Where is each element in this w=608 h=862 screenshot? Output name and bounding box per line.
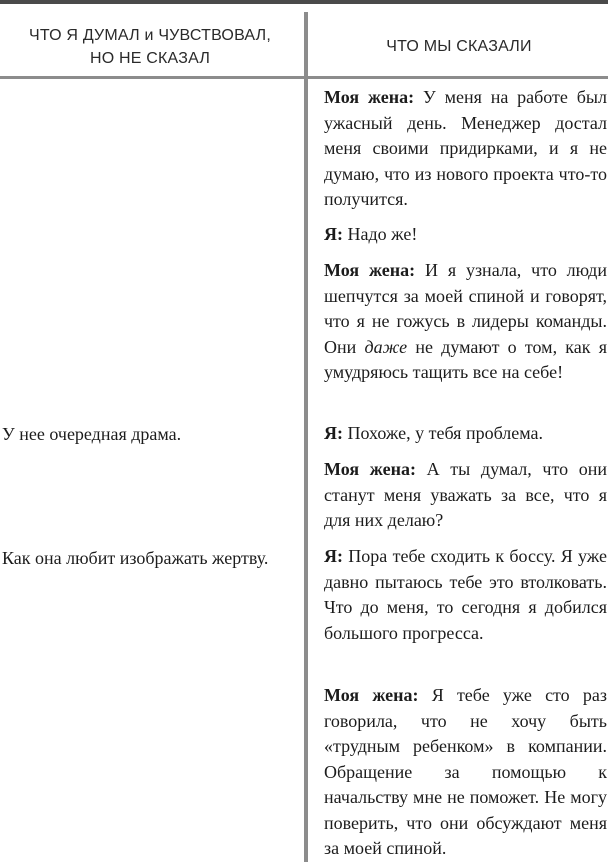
- speaker-label: Я:: [324, 224, 343, 244]
- dialogue-text: И я узнала, что люди шепчутся за моей спиной и говорят, что я не гожусь в лидеры команды. Они: [324, 260, 607, 357]
- dialogue-text: Я тебе уже сто раз говорила, что не хочу быть «трудным ребенком» в компании. Обращение за помощью к начальству мне не поможет. Не могу поверить, что они обсуждают меня за моей спиной.: [324, 685, 607, 858]
- dialogue-text: не думают о том, как я умудряюсь тащить все на себе!: [324, 336, 608, 382]
- dialogue-3: [324, 258, 607, 386]
- speaker-label: Моя жена:: [324, 260, 416, 280]
- header-thought-column: [0, 24, 300, 70]
- dialogue-emphasis: даже: [364, 336, 408, 357]
- dialogue-6: [324, 544, 607, 646]
- dialogue-5: [324, 457, 607, 534]
- dialogue-text: Похоже, у тебя проблема.: [343, 423, 544, 443]
- header-rule: [0, 76, 608, 79]
- speaker-label: Моя жена:: [324, 459, 416, 479]
- dialogue-text: Пора тебе сходить к боссу. Я уже давно пытаюсь тебе это втолковать. Что до меня, то сегодня я добился большого прогресса.: [324, 546, 607, 643]
- speaker-label: Моя жена:: [324, 87, 415, 107]
- header-thought-line2: НО НЕ СКАЗАЛ: [89, 50, 211, 67]
- column-divider: [304, 12, 308, 862]
- thought-2: Как она любит изображать жертву.: [2, 548, 269, 568]
- speaker-label: Моя жена:: [324, 685, 419, 705]
- dialogue-1: [324, 85, 607, 213]
- dialogue-7: [324, 683, 607, 862]
- thought-1: У нее очередная драма.: [2, 424, 182, 444]
- dialogue-4: [324, 421, 607, 447]
- dialogue-text: У меня на работе был ужасный день. Менеджер достал меня своими придирками, и я не думаю, что из нового проекта что-то получится.: [324, 87, 607, 209]
- top-rule: [0, 0, 608, 4]
- dialogue-2: [324, 222, 607, 248]
- speaker-label: Я:: [324, 423, 343, 443]
- header-said-column: ЧТО МЫ СКАЗАЛИ: [386, 38, 532, 55]
- speaker-label: Я:: [324, 546, 343, 566]
- dialogue-text: А ты думал, что они станут меня уважать за все, что я для них делаю?: [324, 459, 607, 530]
- dialogue-text: Надо же!: [343, 224, 418, 244]
- header-thought-line1: ЧТО Я ДУМАЛ и ЧУВСТВОВАЛ,: [29, 27, 271, 44]
